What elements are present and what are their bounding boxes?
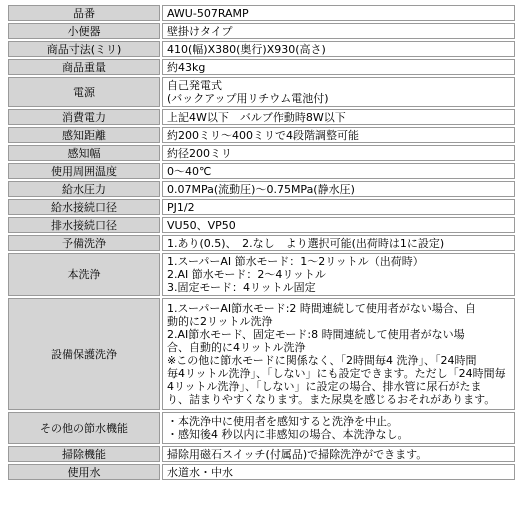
value-dimensions	[162, 41, 515, 57]
value-line: 0.07MPa(流動圧)〜0.75MPa(静水圧)	[167, 182, 355, 196]
value-line: 2.AI節水モード、固定モード:8 時間連続して使用者がない場	[167, 328, 465, 341]
row-power-consumption	[8, 109, 515, 125]
value-line: 3.固定モード：4リットル固定	[167, 281, 316, 294]
value-line: 約径200ミリ	[167, 146, 232, 160]
value-line: 上記4W以下 バルブ作動時8W以下	[167, 110, 346, 124]
value-line: 約43kg	[167, 60, 206, 74]
row-supply-diameter	[8, 199, 515, 215]
value-cleaning-function	[162, 446, 515, 462]
value-line: VU50、VP50	[167, 218, 236, 232]
row-model-number	[8, 5, 515, 21]
label-power-source: 電源	[8, 77, 160, 107]
value-line: 約200ミリ〜400ミリで4段階調整可能	[167, 128, 359, 142]
value-line: 1.スーパーAI節水モード:2 時間連続して使用者がない場合、自	[167, 302, 476, 315]
value-line: 掃除用磁石スイッチ(付属品)で掃除洗浄ができます。	[167, 447, 428, 461]
value-line: 1.あり(0.5)、 2.なし より選択可能(出荷時は1に設定)	[167, 236, 445, 250]
row-weight	[8, 59, 515, 75]
row-pre-rinse	[8, 235, 515, 251]
label-water-type: 使用水	[8, 464, 160, 480]
row-protection-flush	[8, 298, 515, 410]
value-line: ・感知後4 秒以内に非感知の場合、本洗浄なし。	[167, 428, 409, 441]
value-ambient-temperature	[162, 163, 515, 179]
row-water-type	[8, 464, 515, 480]
value-line: ・本洗浄中に使用者を感知すると洗浄を中止。	[167, 415, 398, 428]
value-sensing-width	[162, 145, 515, 161]
row-sensing-width	[8, 145, 515, 161]
row-main-flush	[8, 253, 515, 296]
value-line: り、詰まりやすくなります。また尿臭を感じるおそれがあります。	[167, 393, 496, 406]
label-supply-diameter: 給水接続口径	[8, 199, 160, 215]
row-cleaning-function	[8, 446, 515, 462]
label-urinal-type: 小便器	[8, 23, 160, 39]
row-sensing-distance	[8, 127, 515, 143]
value-line: (バックアップ用リチウム電池付)	[167, 92, 329, 105]
row-ambient-temperature	[8, 163, 515, 179]
label-pre-rinse: 予備洗浄	[8, 235, 160, 251]
value-line: 壁掛けタイプ	[167, 24, 233, 38]
label-water-pressure: 給水圧力	[8, 181, 160, 197]
label-power-consumption: 消費電力	[8, 109, 160, 125]
value-line: 自己発電式	[167, 79, 222, 92]
value-line: PJ1/2	[167, 200, 195, 214]
spec-table	[6, 3, 517, 482]
value-line: 1.スーパーAI 節水モード：1〜2リットル（出荷時）	[167, 255, 424, 268]
value-weight	[162, 59, 515, 75]
label-protection-flush: 設備保護洗浄	[8, 298, 160, 410]
label-sensing-width: 感知幅	[8, 145, 160, 161]
value-water-pressure	[162, 181, 515, 197]
value-line: 0〜40℃	[167, 164, 212, 178]
value-pre-rinse	[162, 235, 515, 251]
value-sensing-distance	[162, 127, 515, 143]
value-supply-diameter	[162, 199, 515, 215]
label-drain-diameter: 排水接続口径	[8, 217, 160, 233]
value-water-type	[162, 464, 515, 480]
label-other-water-saving: その他の節水機能	[8, 412, 160, 444]
label-main-flush: 本洗浄	[8, 253, 160, 296]
label-ambient-temperature: 使用周囲温度	[8, 163, 160, 179]
value-line: 410(幅)X380(奥行)X930(高さ)	[167, 42, 326, 56]
row-dimensions	[8, 41, 515, 57]
row-drain-diameter	[8, 217, 515, 233]
value-power-consumption	[162, 109, 515, 125]
value-main-flush	[162, 253, 515, 296]
value-line: 2.AI 節水モード：2〜4リットル	[167, 268, 326, 281]
value-line: 毎4リットル洗浄」、「しない」にも設定できます。ただし「24時間毎	[167, 367, 506, 380]
label-model-number: 品番	[8, 5, 160, 21]
row-other-water-saving	[8, 412, 515, 444]
label-weight: 商品重量	[8, 59, 160, 75]
value-urinal-type	[162, 23, 515, 39]
value-line: 水道水・中水	[167, 465, 233, 479]
row-power-source	[8, 77, 515, 107]
value-line: ※この他に節水モードに関係なく、「2時間毎4 洗浄」、「24時間	[167, 354, 477, 367]
value-protection-flush	[162, 298, 515, 410]
value-line: 4リットル洗浄」、「しない」に設定の場合、排水管に尿石がたま	[167, 380, 482, 393]
label-sensing-distance: 感知距離	[8, 127, 160, 143]
value-line: 合、自動的に4リットル洗浄	[167, 341, 306, 354]
value-line: 動的に2リットル洗浄	[167, 315, 273, 328]
value-model-number	[162, 5, 515, 21]
spec-sheet	[6, 3, 517, 482]
label-dimensions: 商品寸法(ミリ)	[8, 41, 160, 57]
value-line: AWU-507RAMP	[167, 6, 249, 20]
label-cleaning-function: 掃除機能	[8, 446, 160, 462]
value-other-water-saving	[162, 412, 515, 444]
row-urinal-type	[8, 23, 515, 39]
value-power-source	[162, 77, 515, 107]
value-drain-diameter	[162, 217, 515, 233]
row-water-pressure	[8, 181, 515, 197]
